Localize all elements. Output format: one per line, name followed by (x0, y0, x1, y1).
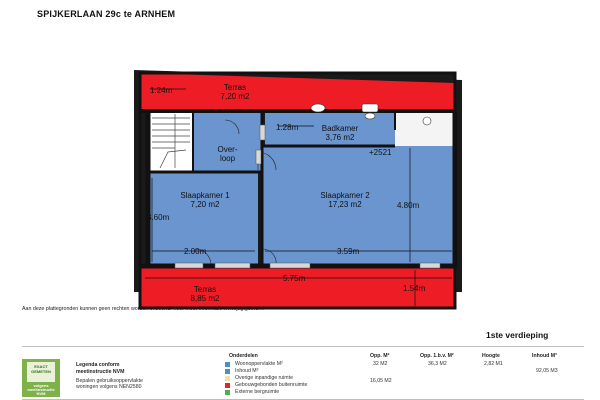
bathroom-area-label: 3,76 m2 (325, 133, 355, 142)
legend-sub-2: woningen volgens NEN2580 (76, 384, 142, 390)
nvm-logo: EXACT GEMETEN volgens meetinstructie NVM (22, 359, 60, 397)
legend-item-buitenruimte: Gebouwgebonden buitenruimte (235, 382, 308, 388)
terrace-bottom-name: Terras (193, 285, 217, 294)
col-opp-lbv: Opp. 1.b.v. M² (420, 353, 454, 359)
legend-divider-top (22, 346, 584, 347)
terrace-top-area-label: 7,20 m2 (220, 92, 250, 101)
value-opp: 32 M2 (373, 361, 388, 367)
bedroom-2-name: Slaapkamer 2 (320, 191, 370, 200)
stairs-area (148, 111, 193, 171)
dim-1-24: 1.24m (150, 86, 173, 95)
bathroom-shower-area (395, 111, 455, 146)
value-hoogte: 2,82 M1 (484, 361, 503, 367)
swatch-overige (225, 376, 230, 381)
landing-name-2: loop (219, 154, 236, 163)
swatch-bergruimte (225, 390, 230, 395)
value-inhoud: 92,05 M3 (536, 368, 558, 374)
sink-icon (311, 104, 325, 112)
floor-label: 1ste verdieping (486, 330, 549, 340)
swatch-buitenruimte (225, 383, 230, 388)
dim-1-28: 1.28m (276, 123, 299, 132)
legend-item-woonoppervlakte: Woonoppervlakte M² (235, 361, 283, 367)
swatch-inhoud (225, 369, 230, 374)
legend-item-overige: Overige inpandige ruimte (235, 375, 293, 381)
swatch-woonoppervlakte (225, 362, 230, 367)
value-lbv: 36,3 M2 (428, 361, 447, 367)
bedroom-1-name: Slaapkamer 1 (180, 191, 230, 200)
dim-2-00: 2.00m (184, 247, 207, 256)
dim-1-54: 1.54m (403, 284, 426, 293)
dim-3-59: 3.59m (337, 247, 360, 256)
terrace-bottom-area-label: 8,85 m2 (190, 294, 220, 303)
legend-title-1: Legenda conform (76, 362, 120, 368)
value-buitenruimte-opp: 16,05 M2 (370, 378, 392, 384)
dim-5-75: 5.75m (283, 274, 306, 283)
col-inhoud: Inhoud M³ (532, 353, 557, 359)
bedroom-1-area-label: 7,20 m2 (190, 200, 220, 209)
dim-4-80: 4.80m (397, 201, 420, 210)
toilet-icon (362, 104, 378, 112)
legend-sub-1: Bepalen gebruiksoppervlakte (76, 378, 143, 384)
disclaimer-text: Aan deze plattegronden kunnen geen rechten worden ontleend! Voor meer informatie www.jagtgbers.nl (22, 306, 264, 312)
col-hoogte: Hoogte (482, 353, 500, 359)
legend-item-inhoud: Inhoud M³ (235, 368, 259, 374)
address-title: SPIJKERLAAN 29c te ARNHEM (37, 9, 176, 19)
dim-3-60: 3.60m (147, 213, 170, 222)
col-onderdelen: Onderdelen (229, 353, 258, 359)
bathroom-name: Badkamer (321, 124, 359, 133)
legend-item-bergruimte: Externe bergruimte (235, 389, 280, 395)
shower-drain-icon (423, 117, 431, 125)
legend-title-2: meetinstructie NVM (76, 369, 125, 375)
terrace-top-name: Terras (223, 83, 247, 92)
col-opp: Opp. M² (370, 353, 390, 359)
landing-name-1: Over- (217, 145, 238, 154)
bedroom-2-area-label: 17,23 m2 (328, 200, 362, 209)
level-marker: +2521 (369, 148, 392, 157)
